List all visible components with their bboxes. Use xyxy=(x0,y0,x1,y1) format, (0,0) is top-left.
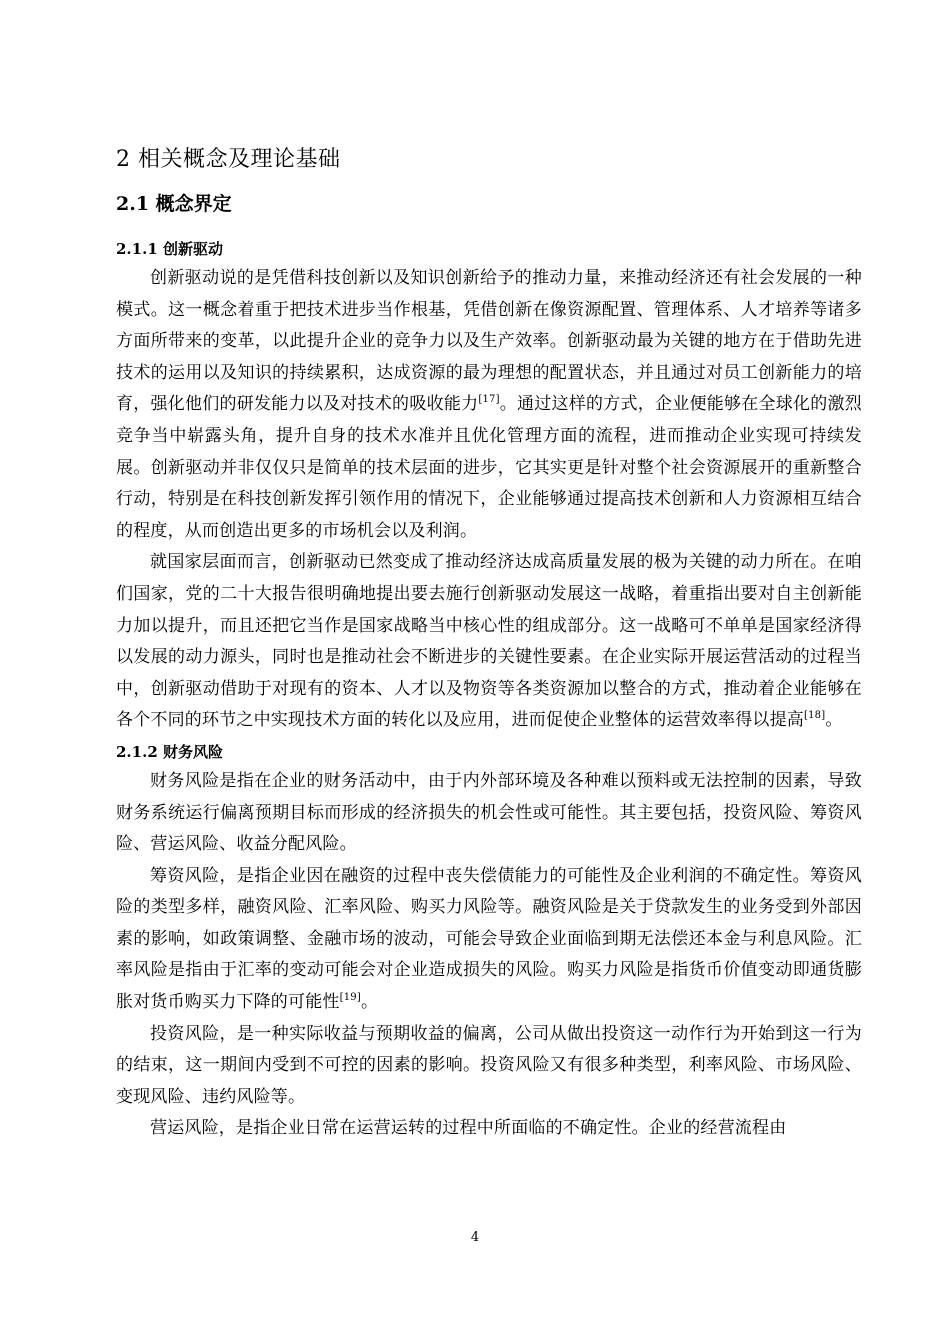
citation: [18] xyxy=(804,710,826,722)
subsection-title-financial-risk: 2.1.2 财务风险 xyxy=(116,742,223,761)
citation: [19] xyxy=(339,992,361,1004)
paragraph: 营运风险，是指企业日常在运营运转的过程中所面临的不确定性。企业的经营流程由 xyxy=(150,1118,787,1139)
page-number: 4 xyxy=(470,1230,480,1245)
section-title: 2.1 概念界定 xyxy=(116,193,232,215)
paragraph xyxy=(116,547,862,737)
paragraph xyxy=(116,861,862,1019)
paragraph-text: 创新驱动说的是凭借科技创新以及知识创新给予的推动力量，来推动经济还有社会发展的一种模式。这一概念着重于把技术进步当作根基，凭借创新在像资源配置、管理体系、人才培养等诸多方面所带来的变革，以此提升企业的竞争力以及生产效率。创新驱动最为关键的地方在于借助先进技术的运用以及知识的持续累积，达成资源的最为理想的配置状态，并且通过对员工创新能力的培育，强化他们的研发能力以及对技术的吸收能力 xyxy=(116,268,862,415)
chapter-title: 2 相关概念及理论基础 xyxy=(116,147,341,172)
subsection-title-innovation: 2.1.1 创新驱动 xyxy=(116,240,223,258)
citation: [17] xyxy=(478,394,500,406)
document-page xyxy=(116,0,862,1344)
paragraph: 投资风险，是一种实际收益与预期收益的偏离，公司从做出投资这一动作行为开始到这一行为的结束，这一期间内受到不可控的因素的影响。投资风险又有很多种类型，利率风险、市场风险、变现风险、违约风险等。 xyxy=(116,1023,862,1107)
paragraph-text: 。通过这样的方式，企业便能够在全球化的激烈竞争当中崭露头角，提升自身的技术水准并且优化管理方面的流程，进而推动企业实现可持续发展。创新驱动并非仅仅只是简单的技术层面的进步，它其实更是针对整个社会资源展开的重新整合行动，特别是在科技创新发挥引领作用的情况下，企业能够通过提高技术创新和人力资源相互结合的程度，从而创造出更多的市场机会以及利润。 xyxy=(116,394,863,541)
paragraph-text: 。 xyxy=(825,710,843,731)
paragraph xyxy=(116,263,862,547)
paragraph-text: 筹资风险，是指企业因在融资的过程中丧失偿债能力的可能性及企业利润的不确定性。筹资风险的类型多样，融资风险、汇率风险、购买力风险等。融资风险是关于贷款发生的业务受到外部因素的影响，如政策调整、金融市场的波动，可能会导致企业面临到期无法偿还本金与利息风险。汇率风险是指由于汇率的变动可能会对企业造成损失的风险。购买力风险是指货币价值变动即通货膨胀对货币购买力下降的可能性 xyxy=(116,865,862,1013)
paragraph-text: 就国家层面而言，创新驱动已然变成了推动经济达成高质量发展的极为关键的动力所在。在咱们国家，党的二十大报告很明确地提出要去施行创新驱动发展这一战略，着重指出要对自主创新能力加以提升，而且还把它当作是国家战略当中核心性的组成部分。这一战略可不单单是国家经济得以发展的动力源头，同时也是推动社会不断进步的关键性要素。在企业实际开展运营活动的过程当中，创新驱动借助于对现有的资本、人才以及物资等各类资源加以整合的方式，推动着企业能够在各个不同的环节之中实现技术方面的转化以及应用，进而促使企业整体的运营效率得以提高 xyxy=(116,552,862,731)
paragraph: 财务风险是指在企业的财务活动中，由于内外部环境及各种难以预料或无法控制的因素，导致财务系统运行偏离预期目标而形成的经济损失的机会性或可能性。其主要包括，投资风险、筹资风险、营运风险、收益分配风险。 xyxy=(116,770,862,855)
paragraph-text: 。 xyxy=(360,992,379,1013)
